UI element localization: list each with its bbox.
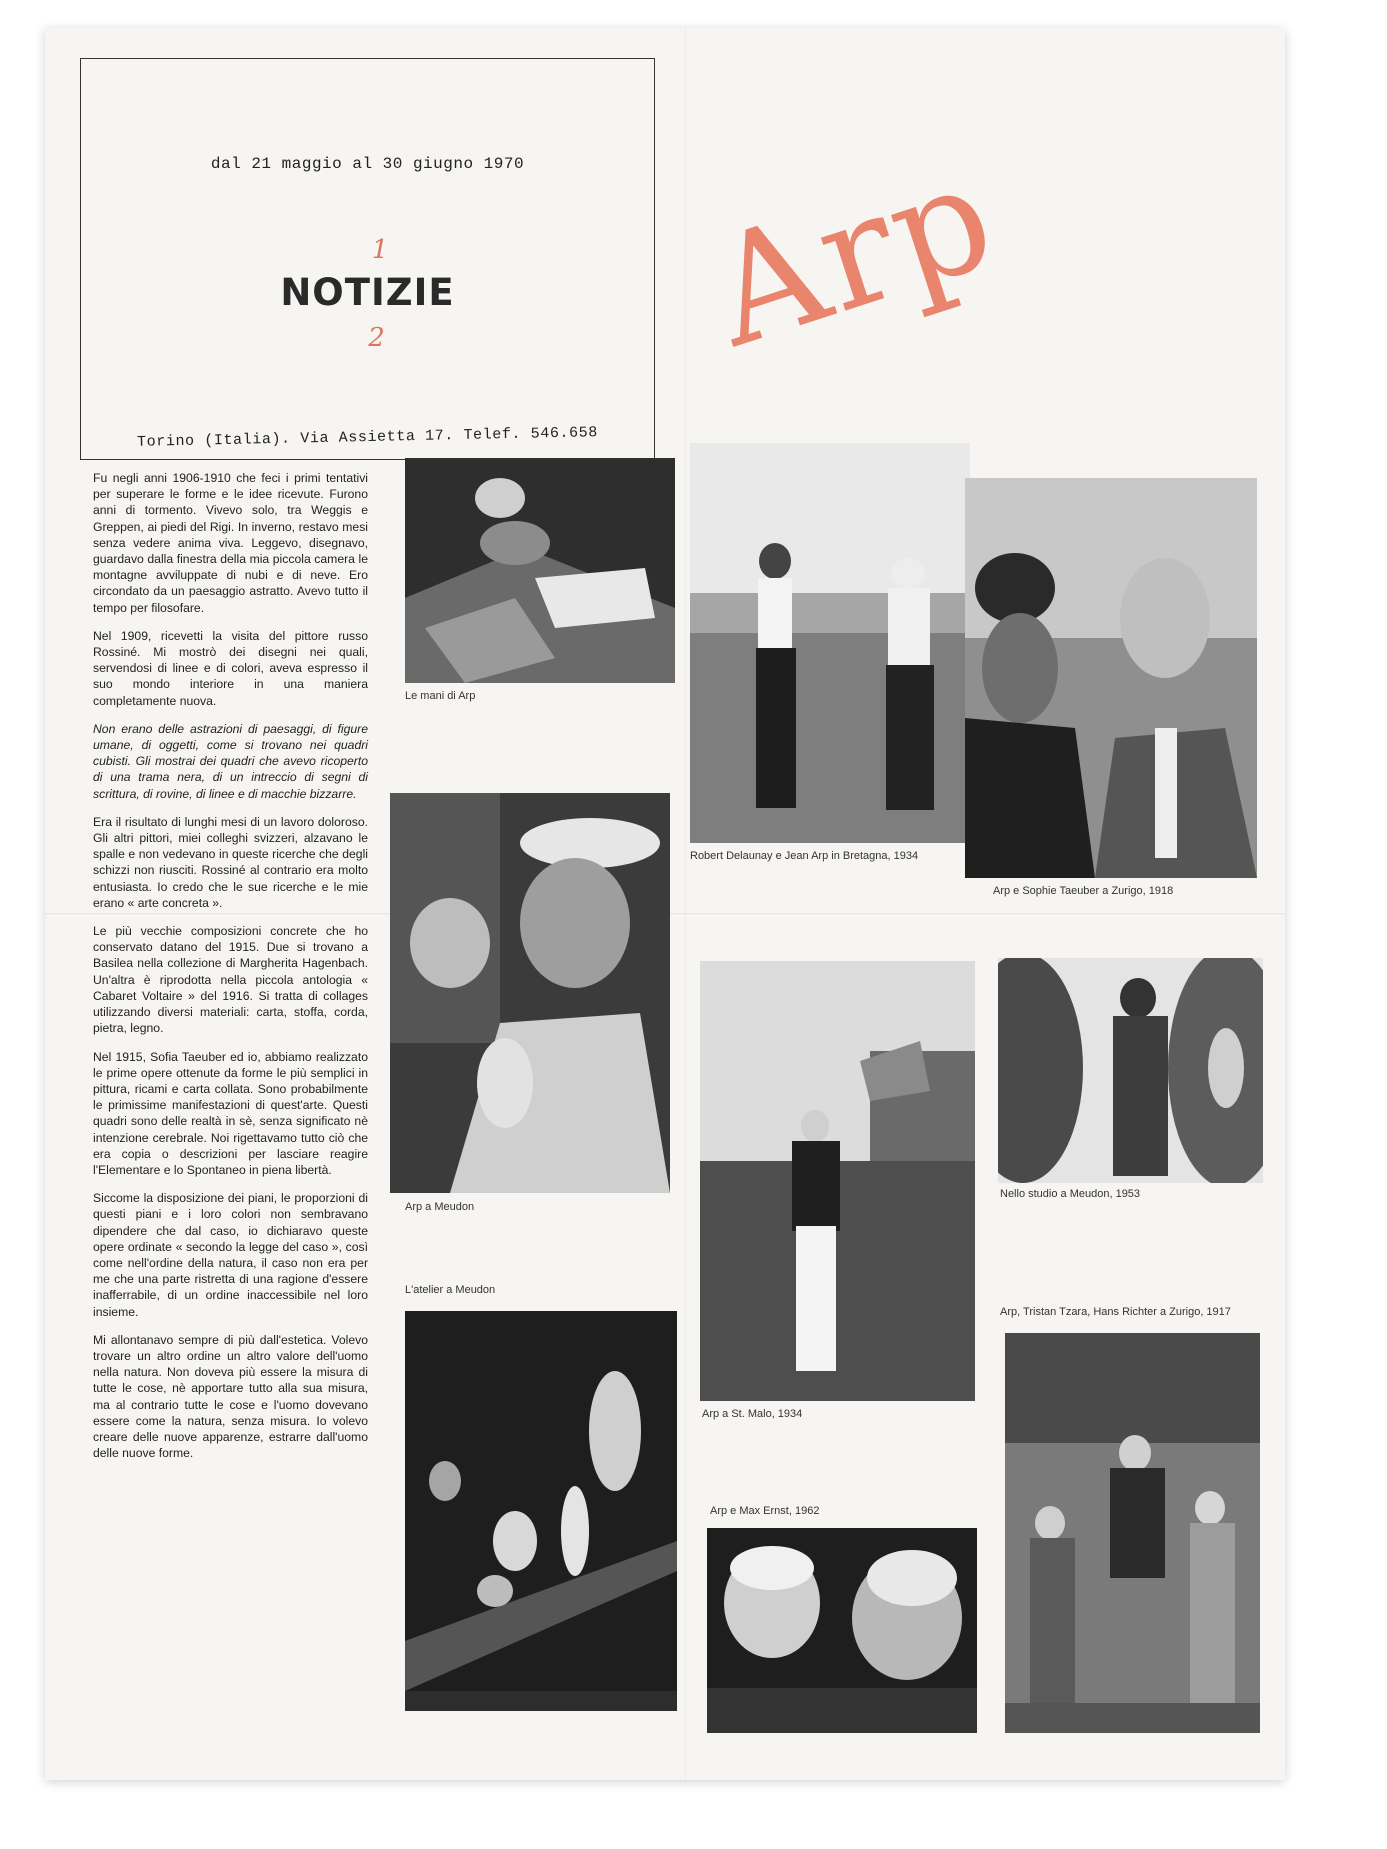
caption-meudon: Arp a Meudon <box>405 1201 475 1213</box>
issue-number-top: 1 <box>371 235 389 265</box>
exhibition-dates: dal 21 maggio al 30 giugno 1970 <box>210 155 525 173</box>
photo-hands <box>405 458 675 683</box>
photo-meudon-portrait <box>390 793 670 1193</box>
article-paragraph: Siccome la disposizione dei piani, le proporzioni di questi piani e i loro colori non sembravano dipendere che dal caso, io dichiaravo queste opere ordinate « secondo la legge del caso », così come nell'ordine della natura, il caso non era per me che una parte ristretta di una ragione d'essere inafferrabile, di un ordine inaccessibile nel loro insieme. <box>93 1191 368 1319</box>
caption-delaunay: Robert Delaunay e Jean Arp in Bretagna, 1934 <box>690 850 919 862</box>
issue-number-bottom: 2 <box>368 323 385 353</box>
article-column <box>93 470 368 1473</box>
caption-studio: Nello studio a Meudon, 1953 <box>1000 1188 1141 1200</box>
caption-hands: Le mani di Arp <box>405 690 476 702</box>
article-paragraph: Mi allontanavo sempre di più dall'estetica. Volevo trovare un altro ordine un altro valore dell'uomo nella natura. Non doveva più essere la misura di tutte le cose, nè apportare tutto alla sua misura, ma al contrario tutte le cose e l'uomo dovevano essere come la natura, senza misura. Io volevo creare delle nuove apparenze, estrarre dall'uomo delle nuove forme. <box>93 1332 368 1461</box>
article-paragraph: Nel 1909, ricevetti la visita del pittore russo Rossiné. Mi mostrò dei disegni nei quali, servendosi di linee e di colori, aveva espresso il suo mondo interiore in una maniera completamente nuova. <box>93 628 368 708</box>
article-paragraph: Le più vecchie composizioni concrete che ho conservato datano del 1915. Due si trovano a Basilea nella collezione di Margherita Hagenbach. Un'altra è riprodotta nella piccola antologia « Cabaret Voltaire » del 1916. Si tratta di collages utilizzando diversi materiali: carta, stoffa, corda, pietra, legno. <box>93 924 368 1036</box>
photo-arp-taeuber <box>965 478 1257 878</box>
photo-atelier <box>405 1311 677 1711</box>
photo-studio-meudon <box>998 958 1263 1183</box>
masthead-box <box>80 58 655 460</box>
caption-atelier: L'atelier a Meudon <box>405 1284 496 1296</box>
vertical-fold <box>685 28 687 1780</box>
photo-arp-ernst <box>707 1528 977 1733</box>
newspaper-sheet <box>45 28 1285 1780</box>
photo-delaunay-arp <box>690 443 970 843</box>
article-paragraph: Era il risultato di lunghi mesi di un lavoro doloroso. Gli altri pittori, miei colleghi svizzeri, alzavano le spalle e non vedevano in queste ricerche che degli schizzi non riusciti. Rossiné al contrario era molto entusiasta. Io credo che le sue ricerche e le mie erano « arte concreta ». <box>93 814 368 910</box>
caption-st-malo: Arp a St. Malo, 1934 <box>702 1408 803 1420</box>
artist-title: Arp <box>691 128 1016 380</box>
article-paragraph: Nel 1915, Sofia Taeuber ed io, abbiamo realizzato le prime opere ottenute da forme le più semplici in pittura, ricami e carta collata. Sono probabilmente le primissime manifestazioni di quest'arte. Questi quadri sono delle realtà in sè, senza significato nè intenzione cerebrale. Noi rigettavamo tutto ciò che era copia o descrizioni per lasciare reagire l'Elementare e lo Spontaneo in piena libertà. <box>93 1049 368 1177</box>
caption-tzara: Arp, Tristan Tzara, Hans Richter a Zurigo, 1917 <box>1000 1306 1231 1318</box>
photo-st-malo <box>700 961 975 1401</box>
gallery-address: Torino (Italia). Via Assietta 17. Telef. 546.658 <box>136 424 599 451</box>
caption-taeuber: Arp e Sophie Taeuber a Zurigo, 1918 <box>993 885 1174 897</box>
article-paragraph: Fu negli anni 1906-1910 che feci i primi tentativi per superare le forme e le idee ricevute. Furono anni di tormento. Vivevo solo, tra Weggis e Greppen, ai piedi del Rigi. In inverno, restavo mesi senza vedere anima viva. Leggevo, disegnavo, guardavo dalla finestra della mia piccola camera le montagne avviluppate di nubi e di neve. Ero circondato da un paesaggio astratto. Avevo tutto il tempo per filosofare. <box>93 471 368 615</box>
photo-arp-tzara-richter <box>1005 1333 1260 1733</box>
article-paragraph: Non erano delle astrazioni di paesaggi, di figure umane, di oggetti, come si trovano nei quadri cubisti. Gli mostrai dei quadri che avevo ricoperto di una trama nera, di un intreccio di segni di scrittura, di rovine, di linee e di macchie bizzarre. <box>93 721 368 801</box>
caption-ernst: Arp e Max Ernst, 1962 <box>710 1505 820 1517</box>
masthead-title: NOTIZIE <box>280 271 455 314</box>
